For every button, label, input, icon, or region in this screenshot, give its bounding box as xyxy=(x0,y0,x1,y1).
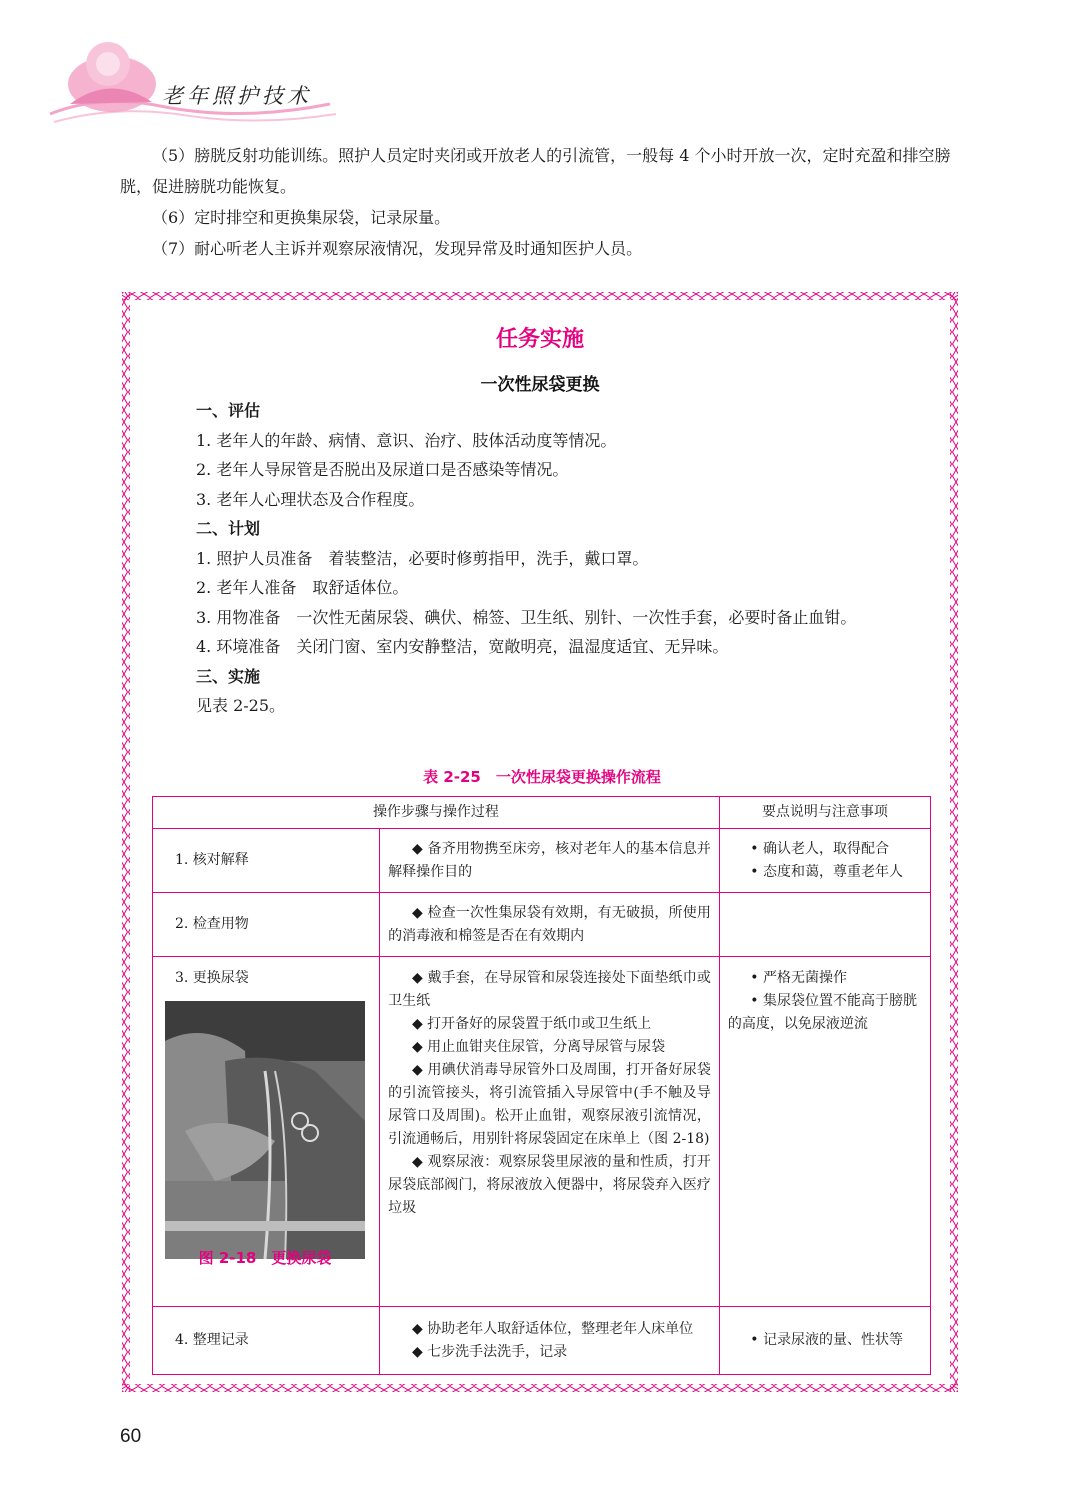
section-item: 1. 照护人员准备 着装整洁，必要时修剪指甲，洗手，戴口罩。 xyxy=(196,548,649,568)
process-item: ◆ 打开备好的尿袋置于纸巾或卫生纸上 xyxy=(411,1016,652,1032)
process-item: ◆ 七步洗手法洗手，记录 xyxy=(411,1343,568,1360)
figure-caption: 图 2-18 更换尿袋 xyxy=(198,1249,332,1267)
intro-paragraph: （7）耐心听老人主诉并观察尿液情况，发现异常及时通知医护人员。 xyxy=(152,239,643,258)
procedure-table xyxy=(152,796,931,1375)
process-item: ◆ 检查一次性集尿袋有效期，有无破损，所使用的消毒液和棉签是否在有效期内 xyxy=(388,904,711,944)
step-cell xyxy=(153,957,380,1307)
process-item: ◆ 用碘伏消毒导尿管外口及周围，打开备好尿袋的引流管接头，将引流管插入导尿管中(手不触及导尿管口及周围)。松开止血钳，观察尿液引流情况，引流通畅后，用别针将尿袋固定在床单上（图 2-18) xyxy=(388,1062,711,1147)
task-title: 任务实施 xyxy=(495,327,584,352)
section-item: 2. 老年人导尿管是否脱出及尿道口是否感染等情况。 xyxy=(196,460,569,479)
process-item: ◆ 用止血钳夹住尿管，分离导尿管与尿袋 xyxy=(411,1039,666,1055)
column-header: 要点说明与注意事项 xyxy=(719,797,930,829)
section-heading: 一、评估 xyxy=(196,401,261,420)
notes-cell xyxy=(719,957,930,1307)
process-item: ◆ 协助老年人取舒适体位，整理老年人床单位 xyxy=(411,1320,694,1337)
intro-paragraph: （5）膀胱反射功能训练。照护人员定时夹闭或开放老人的引流管，一般每 4 个小时开放一次，定时充盈和排空膀胱，促进膀胱功能恢复。 xyxy=(120,146,951,196)
note-item: • 记录尿液的量、性状等 xyxy=(750,1332,903,1348)
process-item: ◆ 观察尿液：观察尿袋里尿液的量和性质，打开尿袋底部阀门，将尿液放入便器中，将尿袋弃入医疗垃圾 xyxy=(388,1154,711,1216)
step-cell: 4. 整理记录 xyxy=(153,1307,380,1375)
notes-cell xyxy=(719,829,930,893)
photo-changing-urine-bag xyxy=(165,1001,365,1259)
process-item: ◆ 戴手套，在导尿管和尿袋连接处下面垫纸巾或卫生纸 xyxy=(388,970,711,1009)
task-content xyxy=(164,396,934,721)
intro-paragraph: （6）定时排空和更换集尿袋，记录尿量。 xyxy=(152,208,451,227)
column-header: 操作步骤与操作过程 xyxy=(153,797,720,829)
notes-cell xyxy=(719,1307,930,1375)
section-heading: 二、计划 xyxy=(196,519,261,538)
page-number: 60 xyxy=(120,1426,142,1447)
note-item: • 态度和蔼，尊重老年人 xyxy=(750,863,903,880)
table-caption: 表 2-25 一次性尿袋更换操作流程 xyxy=(423,768,661,786)
process-cell xyxy=(380,829,720,893)
table-row xyxy=(153,829,931,893)
intro-text xyxy=(120,140,960,264)
section-item: 3. 用物准备 一次性无菌尿袋、碘伏、棉签、卫生纸、别针、一次性手套，必要时备止血钳。 xyxy=(196,607,857,627)
notes-cell xyxy=(719,893,930,957)
process-cell xyxy=(380,1307,720,1375)
step-cell: 2. 检查用物 xyxy=(153,893,380,957)
section-item: 3. 老年人心理状态及合作程度。 xyxy=(196,489,425,509)
task-frame xyxy=(120,290,960,1394)
section-item: 见表 2-25。 xyxy=(196,696,286,715)
task-subtitle: 一次性尿袋更换 xyxy=(480,375,600,395)
note-item: • 集尿袋位置不能高于膀胱的高度，以免尿液逆流 xyxy=(727,993,917,1032)
section-item: 2. 老年人准备 取舒适体位。 xyxy=(196,578,409,597)
table-row xyxy=(153,957,931,1307)
process-item: ◆ 备齐用物携至床旁，核对老年人的基本信息并解释操作目的 xyxy=(388,840,711,880)
section-item: 4. 环境准备 关闭门窗、室内安静整洁，宽敞明亮，温湿度适宜、无异味。 xyxy=(196,637,729,656)
step-label: 3. 更换尿袋 xyxy=(175,970,249,986)
note-item: • 严格无菌操作 xyxy=(750,970,847,986)
page-header xyxy=(0,0,1083,140)
table-row xyxy=(153,893,931,957)
section-heading: 三、实施 xyxy=(196,666,261,686)
table-header-row xyxy=(153,797,931,829)
process-cell xyxy=(380,957,720,1307)
section-item: 1. 老年人的年龄、病情、意识、治疗、肢体活动度等情况。 xyxy=(196,430,617,450)
book-title: 老年照护技术 xyxy=(162,84,312,108)
table-row xyxy=(153,1307,931,1375)
note-item: • 确认老人，取得配合 xyxy=(750,840,889,857)
process-cell xyxy=(380,893,720,957)
step-cell: 1. 核对解释 xyxy=(153,829,380,893)
